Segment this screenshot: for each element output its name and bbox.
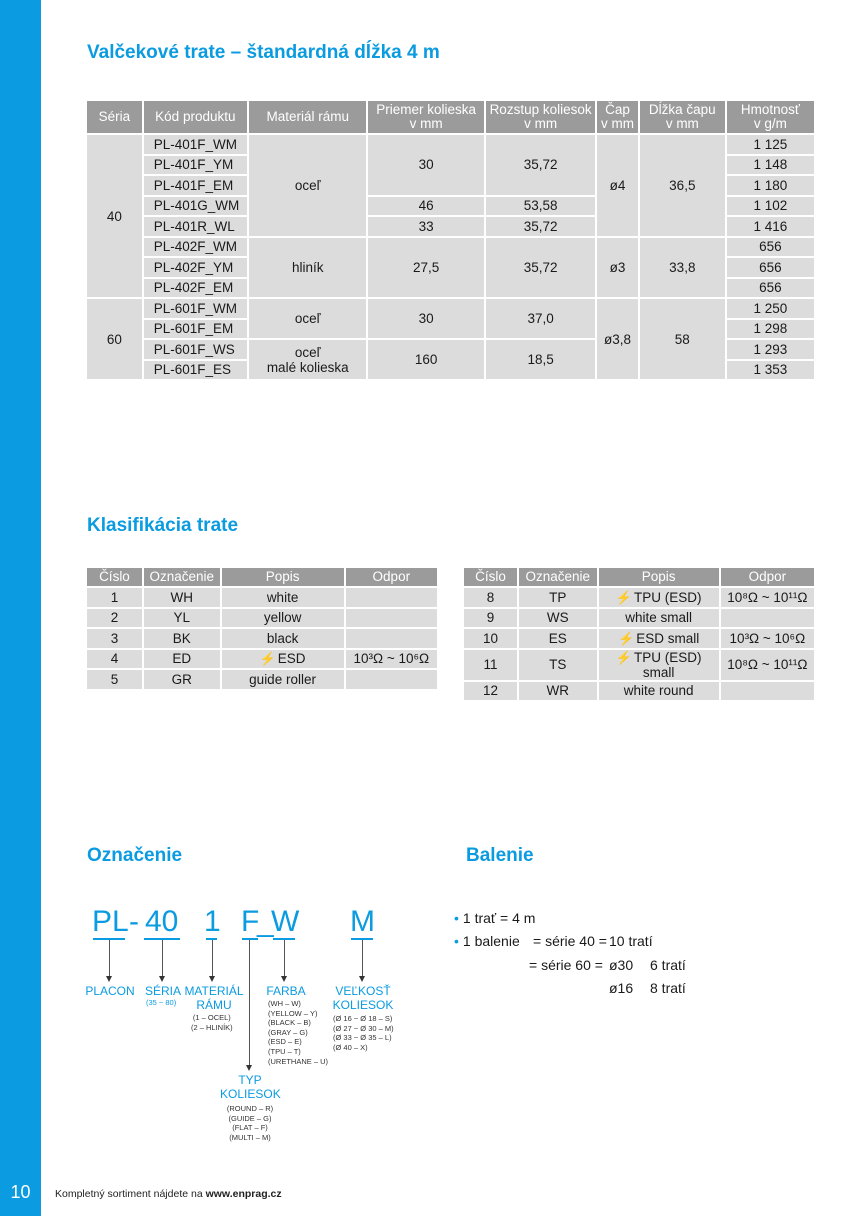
table-row [87, 650, 437, 669]
section-title-rollers: Valčekové trate – štandardná dĺžka 4 m [87, 42, 440, 63]
cell-pin: ø3 [597, 238, 638, 298]
cell-series: 60 [87, 299, 142, 379]
cell-diameter: 30 [368, 299, 483, 338]
header-code: Kód produktu [144, 101, 247, 133]
cell-resistance: 10⁸Ω ~ 10¹¹Ω [721, 588, 814, 607]
cell-pin-length: 36,5 [640, 135, 725, 236]
header-resistance: Odpor [721, 568, 814, 586]
code-part-material: 1 [204, 905, 221, 938]
cell-code: PL-601F_ES [144, 361, 247, 380]
footer-text: Kompletný sortiment nájdete na www.enprag.cz [55, 1188, 282, 1200]
classification-table-left [85, 566, 439, 691]
header-pin-length: Dĺžka čapu v mm [640, 101, 725, 133]
cell-number: 9 [464, 609, 517, 628]
cell-diameter: 33 [368, 217, 483, 236]
cell-diameter: 30 [368, 135, 483, 195]
cell-weight: 1 416 [727, 217, 814, 236]
cell-pin-length: 58 [640, 299, 725, 379]
cell-code: PL-402F_WM [144, 238, 247, 257]
cell-material: oceľ [249, 135, 366, 236]
cell-designation: WS [519, 609, 597, 628]
cell-number: 12 [464, 682, 517, 701]
table-row [87, 670, 437, 689]
header-pitch: Rozstup koliesok v mm [486, 101, 595, 133]
cell-series: 40 [87, 135, 142, 297]
cell-code: PL-401F_EM [144, 176, 247, 195]
header-weight: Hmotnosť v g/m [727, 101, 814, 133]
cell-resistance: 10⁸Ω ~ 10¹¹Ω [721, 650, 814, 680]
cell-weight: 656 [727, 238, 814, 257]
table-row [464, 609, 814, 628]
code-part-size: M [350, 905, 375, 938]
cell-code: PL-601F_EM [144, 320, 247, 339]
connector-line [212, 940, 213, 978]
cell-diameter: 160 [368, 340, 483, 379]
table-header-row [464, 568, 814, 586]
connector-line [362, 940, 363, 978]
cell-description: white round [599, 682, 719, 701]
wheel-type-options: (ROUND – R) (GUIDE – G) (FLAT – F) (MULTI – M) [226, 1104, 274, 1142]
cell-pitch: 18,5 [486, 340, 595, 379]
cell-weight: 1 125 [727, 135, 814, 154]
cell-number: 4 [87, 650, 142, 669]
arrow-down-icon [359, 976, 365, 982]
header-description: Popis [222, 568, 344, 586]
label-seria: SÉRIA [144, 984, 181, 998]
packaging-line-1: • 1 trať = 4 m [454, 910, 536, 926]
code-part-underscore: _ [257, 905, 274, 938]
label-placon: PLACON [85, 984, 135, 998]
label-wheel-type: TYP KOLIESOK [220, 1073, 281, 1101]
cell-number: 8 [464, 588, 517, 607]
cell-designation: WH [144, 588, 220, 607]
cell-weight: 1 293 [727, 340, 814, 359]
cell-material: hliník [249, 238, 366, 298]
cell-designation: GR [144, 670, 220, 689]
cell-weight: 1 102 [727, 197, 814, 216]
table-row [87, 609, 437, 628]
cell-designation: BK [144, 629, 220, 648]
cell-number: 3 [87, 629, 142, 648]
sidebar-band [0, 0, 41, 1216]
packaging-series-40-count: 10 tratí [609, 933, 653, 949]
table-row [464, 650, 814, 680]
header-number: Číslo [87, 568, 142, 586]
cell-resistance: 10³Ω ~ 10⁶Ω [346, 650, 437, 669]
header-material: Materiál rámu [249, 101, 366, 133]
section-title-classification: Klasifikácia trate [87, 515, 239, 536]
cell-resistance [721, 609, 814, 628]
code-part-color: W [271, 905, 300, 938]
cell-weight: 1 148 [727, 156, 814, 175]
cell-weight: 1 353 [727, 361, 814, 380]
seria-range: (35 ~ 80) [146, 998, 177, 1007]
header-description: Popis [599, 568, 719, 586]
code-part-series: 40 [145, 905, 179, 938]
cell-code: PL-601F_WM [144, 299, 247, 318]
cell-pitch: 35,72 [486, 217, 595, 236]
size-options: (Ø 16 ~ Ø 18 – S) (Ø 27 ~ Ø 30 – M) (Ø 33 ~ Ø 35 – L) (Ø 40 – X) [333, 1014, 394, 1052]
table-header-row [87, 568, 437, 586]
bullet-icon: • [454, 910, 459, 926]
label-color: FARBA [266, 984, 306, 998]
packaging-d30: ø30 [609, 957, 634, 973]
header-pin: Čap v mm [597, 101, 638, 133]
cell-weight: 1 180 [727, 176, 814, 195]
cell-resistance [346, 588, 437, 607]
table-row [464, 588, 814, 607]
packaging-series-40: = série 40 = [533, 933, 607, 949]
cell-material: oceľ malé kolieska [249, 340, 366, 379]
header-designation: Označenie [144, 568, 220, 586]
cell-description: white small [599, 609, 719, 628]
material-options: (1 – OCEL) (2 – HLINÍK) [191, 1013, 233, 1032]
connector-line [162, 940, 163, 978]
cell-designation: ES [519, 629, 597, 648]
cell-pitch: 35,72 [486, 135, 595, 195]
arrow-down-icon [159, 976, 165, 982]
table-row [87, 299, 814, 318]
header-diameter: Priemer kolieska v mm [368, 101, 483, 133]
cell-code: PL-401R_WL [144, 217, 247, 236]
cell-weight: 656 [727, 258, 814, 277]
cell-weight: 1 250 [727, 299, 814, 318]
cell-designation: TS [519, 650, 597, 680]
lightning-bolt-icon: ⚡ [618, 630, 635, 646]
cell-designation: WR [519, 682, 597, 701]
packaging-d30-count: 6 tratí [650, 957, 686, 973]
cell-resistance [346, 609, 437, 628]
table-header-row [87, 101, 814, 133]
cell-code: PL-401F_WM [144, 135, 247, 154]
packaging-d16-count: 8 tratí [650, 980, 686, 996]
arrow-down-icon [106, 976, 112, 982]
cell-number: 1 [87, 588, 142, 607]
cell-resistance [721, 682, 814, 701]
arrow-down-icon [209, 976, 215, 982]
cell-designation: TP [519, 588, 597, 607]
packaging-series-60: = série 60 = [529, 957, 603, 973]
table-row [87, 135, 814, 154]
footer-link[interactable]: www.enprag.cz [205, 1188, 282, 1200]
cell-pin: ø3,8 [597, 299, 638, 379]
cell-diameter: 27,5 [368, 238, 483, 298]
table-row [87, 238, 814, 257]
cell-designation: YL [144, 609, 220, 628]
code-part-type: F [241, 905, 260, 938]
cell-code: PL-402F_YM [144, 258, 247, 277]
cell-number: 2 [87, 609, 142, 628]
section-title-designation: Označenie [87, 845, 183, 866]
page-number: 10 [10, 1182, 31, 1202]
lightning-bolt-icon: ⚡ [615, 589, 632, 605]
underline-type [242, 938, 258, 940]
cell-resistance [346, 629, 437, 648]
cell-number: 10 [464, 629, 517, 648]
cell-resistance [346, 670, 437, 689]
bullet-icon: • [454, 933, 459, 949]
table-row [464, 629, 814, 648]
cell-resistance: 10³Ω ~ 10⁶Ω [721, 629, 814, 648]
code-part-dash: - [129, 905, 139, 938]
cell-material: oceľ [249, 299, 366, 338]
arrow-down-icon [246, 1065, 252, 1071]
cell-description: ⚡ ESD small [599, 629, 719, 648]
cell-pitch: 53,58 [486, 197, 595, 216]
cell-number: 5 [87, 670, 142, 689]
cell-description: guide roller [222, 670, 344, 689]
label-size: VEĽKOSŤ KOLIESOK [332, 984, 394, 1012]
header-resistance: Odpor [346, 568, 437, 586]
classification-table-right [462, 566, 816, 702]
header-seria: Séria [87, 101, 142, 133]
table-row [87, 588, 437, 607]
cell-pitch: 37,0 [486, 299, 595, 338]
cell-code: PL-402F_EM [144, 279, 247, 298]
cell-number: 11 [464, 650, 517, 680]
cell-diameter: 46 [368, 197, 483, 216]
header-designation: Označenie [519, 568, 597, 586]
cell-code: PL-401G_WM [144, 197, 247, 216]
cell-designation: ED [144, 650, 220, 669]
cell-pitch: 35,72 [486, 238, 595, 298]
cell-description: ⚡ TPU (ESD) [599, 588, 719, 607]
cell-pin: ø4 [597, 135, 638, 236]
cell-description: white [222, 588, 344, 607]
color-options: (WH – W) (YELLOW – Y) (BLACK – B) (GRAY – G) (ESD – E) (TPU – T) (URETHANE – U) [268, 999, 329, 1066]
roller-table [85, 99, 816, 381]
cell-description: ⚡ ESD [222, 650, 344, 669]
packaging-line-2: • 1 balenie [454, 933, 520, 949]
cell-description: black [222, 629, 344, 648]
connector-line [109, 940, 110, 978]
cell-description: yellow [222, 609, 344, 628]
cell-pin-length: 33,8 [640, 238, 725, 298]
connector-line [249, 940, 250, 1067]
cell-weight: 656 [727, 279, 814, 298]
packaging-d16: ø16 [609, 980, 634, 996]
section-title-packaging: Balenie [466, 845, 534, 866]
cell-description: ⚡ TPU (ESD) small [599, 650, 719, 680]
cell-weight: 1 298 [727, 320, 814, 339]
header-number: Číslo [464, 568, 517, 586]
label-material: MATERIÁL RÁMU [184, 984, 244, 1012]
table-row [464, 682, 814, 701]
lightning-bolt-icon: ⚡ [615, 649, 632, 665]
connector-line [284, 940, 285, 978]
cell-code: PL-601F_WS [144, 340, 247, 359]
cell-code: PL-401F_YM [144, 156, 247, 175]
lightning-bolt-icon: ⚡ [259, 651, 276, 667]
table-row [87, 629, 437, 648]
arrow-down-icon [281, 976, 287, 982]
code-part-pl: PL [92, 905, 129, 938]
